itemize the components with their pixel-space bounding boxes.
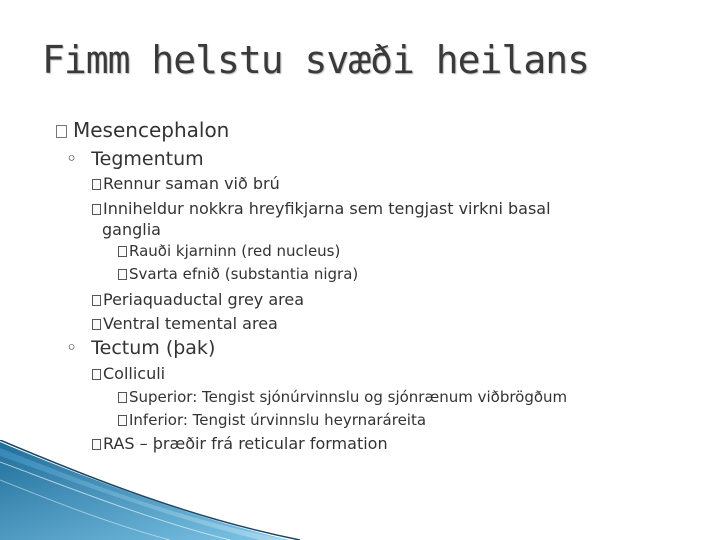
outline-item-label: Periaquaductal grey area: [103, 290, 305, 309]
outline-item-label: ganglia: [102, 220, 161, 239]
placeholder-glyph-icon: [92, 319, 101, 330]
outline-item-label: Tegmentum: [91, 148, 204, 170]
outline-item: [92, 434, 388, 453]
outline-item-continuation: [102, 220, 161, 239]
outline-item-label: Mesencephalon: [73, 118, 230, 142]
circle-bullet-icon: ◦: [66, 337, 78, 359]
placeholder-glyph-icon: [118, 269, 127, 280]
placeholder-glyph-icon: [92, 295, 101, 306]
outline-item-label: Inniheldur nokkra hreyfikjarna sem tengjast virkni basal: [103, 199, 551, 218]
placeholder-glyph-icon: [118, 392, 127, 403]
outline-item-label: Inferior: Tengist úrvinnslu heyrnaráreita: [129, 411, 427, 429]
outline-item-label: Rennur saman við brú: [103, 174, 280, 193]
placeholder-glyph-icon: [118, 415, 127, 426]
outline-item: [92, 364, 165, 383]
slide-title: Fimm helstu svæði heilans: [42, 38, 589, 82]
outline-item-label: RAS – þræðir frá reticular formation: [103, 434, 388, 453]
outline-item-tectum: [66, 337, 215, 359]
outline-item: [92, 174, 280, 193]
outline-item-mesencephalon: [56, 118, 229, 142]
outline-subitem: [118, 388, 567, 406]
placeholder-glyph-icon: [92, 179, 101, 190]
outline-item: [92, 314, 278, 333]
outline-subitem: [118, 265, 358, 283]
outline-item: [92, 199, 551, 218]
placeholder-glyph-icon: [92, 204, 101, 215]
outline-item-label: Tectum (þak): [91, 337, 216, 359]
outline-item-label: Rauði kjarninn (red nucleus): [129, 242, 341, 260]
outline-item-tegmentum: [66, 148, 204, 170]
circle-bullet-icon: ◦: [66, 148, 78, 170]
outline-item-label: Superior: Tengist sjónúrvinnslu og sjónrænum viðbrögðum: [129, 388, 568, 406]
placeholder-glyph-icon: [92, 369, 101, 380]
outline-item-label: Ventral temental area: [103, 314, 278, 333]
placeholder-glyph-icon: [118, 246, 127, 257]
placeholder-glyph-icon: [92, 439, 101, 450]
outline-subitem: [118, 411, 426, 429]
checkbox-bullet-icon: [56, 125, 67, 138]
outline-item-label: Svarta efnið (substantia nigra): [129, 265, 359, 283]
outline-subitem: [118, 242, 340, 260]
outline-item: [92, 290, 304, 309]
corner-wave-decoration: [0, 440, 300, 540]
outline-item-label: Colliculi: [103, 364, 166, 383]
